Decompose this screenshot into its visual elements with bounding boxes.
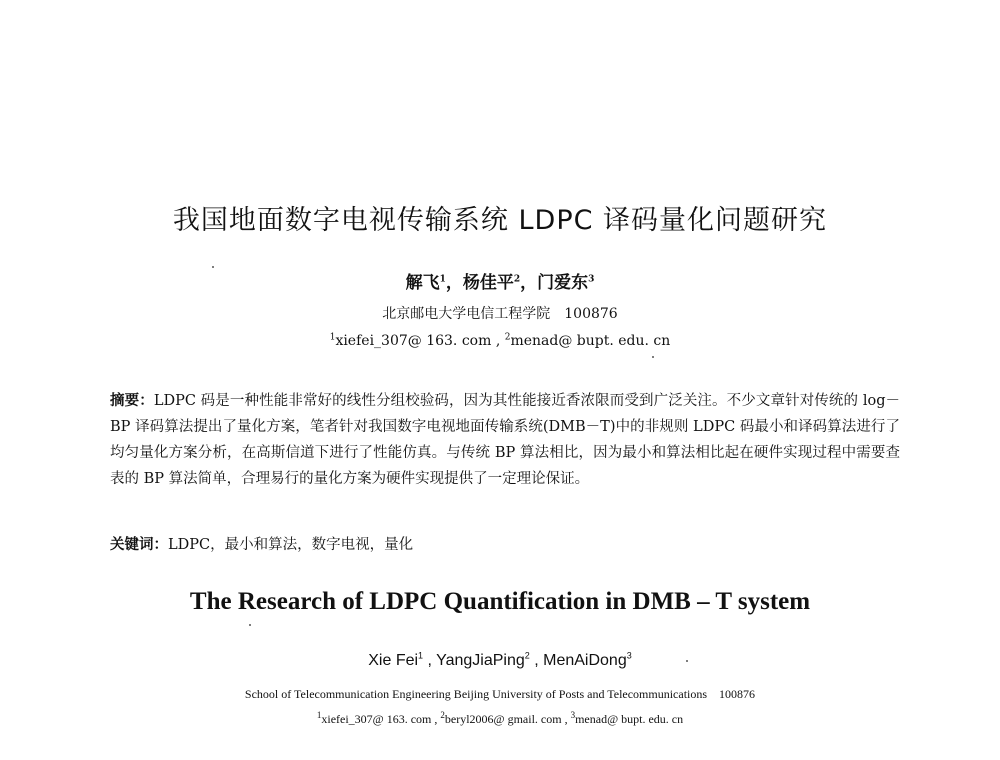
- chinese-title: 我国地面数字电视传输系统 LDPC 译码量化问题研究: [172, 205, 828, 236]
- author-separator: ,: [423, 652, 437, 669]
- email-1-mark: 1: [316, 710, 322, 720]
- chinese-keywords: [110, 534, 900, 556]
- email-3-mark: 3: [570, 710, 576, 720]
- chinese-abstract: [110, 388, 900, 492]
- author-separator: ,: [529, 652, 544, 669]
- english-email-line: [0, 712, 1000, 727]
- scan-speck: [686, 660, 688, 662]
- email-2-mark: 2: [504, 332, 511, 343]
- chinese-authors: [0, 268, 1000, 293]
- author-3: 门爱东: [537, 273, 589, 293]
- author-3: MenAiDong: [543, 652, 627, 669]
- author-separator: ，: [520, 273, 538, 293]
- abstract-text: LDPC 码是一种性能非常好的线性分组校验码，因为其性能接近香浓限而受到广泛关注。不少文章针对传统的 log－BP 译码算法提出了量化方案，笔者针对我国数字电视地面传输系统(DMB－T)中的非规则 LDPC 码最小和译码算法进行了均匀量化方案分析，在高斯信道下进行了性能仿真。与传统 BP 算法相比，因为最小和算法相比起在硬件实现过程中需要查表的 BP 算法简单，合理易行的量化方案为硬件实现提供了一定理论保证。: [110, 393, 901, 487]
- author-1-mark: 1: [418, 650, 424, 661]
- scan-speck: [652, 356, 654, 358]
- abstract-label: 摘要：: [110, 392, 154, 409]
- english-affiliation: School of Telecommunication Engineering Beijing University of Posts and Telecommunications 100876: [244, 687, 756, 701]
- email-1-mark: 1: [329, 332, 336, 343]
- author-separator: ，: [445, 273, 463, 293]
- scan-speck: [212, 266, 214, 268]
- author-2-mark: 2: [513, 274, 521, 285]
- author-3-mark: 3: [588, 274, 595, 285]
- keywords-text: LDPC，最小和算法，数字电视，量化: [168, 537, 414, 553]
- email-2: beryl2006@ gmail. com ,: [444, 712, 571, 726]
- author-1: Xie Fei: [368, 652, 419, 669]
- english-authors: [0, 652, 1000, 670]
- keywords-label: 关键词：: [110, 536, 168, 553]
- email-2: menad@ bupt. edu. cn: [510, 333, 671, 349]
- author-1-mark: 1: [439, 274, 446, 285]
- english-title: The Research of LDPC Quantification in DMB – T system: [189, 588, 811, 615]
- email-1: xiefei_307@ 163. com ,: [335, 333, 505, 349]
- email-1: xiefei_307@ 163. com ,: [321, 712, 441, 726]
- scan-speck: [249, 624, 251, 626]
- chinese-email-line: [0, 333, 1000, 349]
- author-2: YangJiaPing: [436, 652, 525, 669]
- author-1: 解飞: [405, 273, 440, 293]
- author-2: 杨佳平: [462, 273, 514, 293]
- email-3: menad@ bupt. edu. cn: [575, 712, 684, 726]
- chinese-affiliation: 北京邮电大学电信工程学院 100876: [382, 306, 618, 322]
- email-2-mark: 2: [440, 710, 445, 720]
- author-3-mark: 3: [626, 650, 632, 661]
- author-2-mark: 2: [524, 650, 530, 661]
